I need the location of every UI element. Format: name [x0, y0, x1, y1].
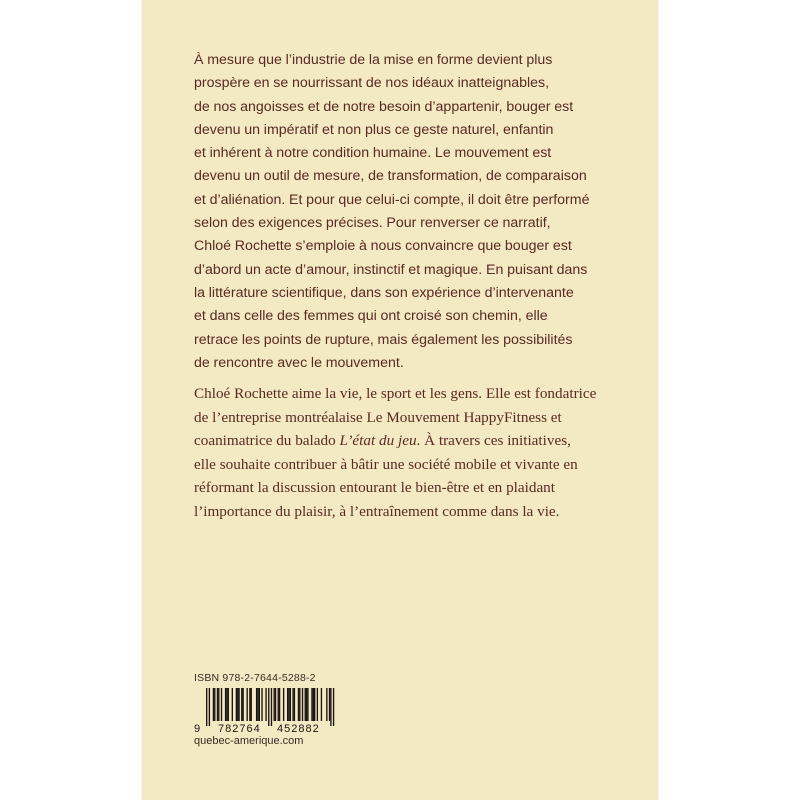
- barcode-bar: [329, 688, 330, 721]
- bio-line: Chloé Rochette aime la vie, le sport et les gens. Elle est fondatrice: [194, 385, 597, 402]
- barcode-bar: [283, 688, 284, 721]
- bio-line: [194, 429, 614, 453]
- barcode-bar: [330, 688, 331, 726]
- barcode-bar: [278, 688, 279, 721]
- blurb-line: À mesure que l’industrie de la mise en forme devient plus: [194, 52, 553, 68]
- barcode-graphic: [194, 688, 344, 734]
- barcode-bar: [311, 688, 312, 721]
- blurb-line: et d’aliénation. Et pour que celui-ci compte, il doit être performé: [194, 191, 590, 208]
- blurb-line: de nos angoisses et de notre besoin d’appartenir, bouger est: [194, 98, 574, 115]
- barcode-bar: [228, 688, 229, 721]
- barcode-bar: [333, 688, 334, 726]
- barcode-bar: [305, 688, 306, 721]
- bio-line: elle souhaite contribuer à bâtir une société mobile et vivante en: [194, 455, 578, 473]
- blurb-line: prospère en se nourrissant de nos idéaux inatteignables,: [194, 75, 550, 92]
- bio-line: réformant la discussion entourant le bien-être et en plaidant: [194, 479, 555, 497]
- back-cover: [142, 0, 658, 800]
- barcode-bar: [256, 688, 257, 721]
- barcode-bar: [261, 688, 262, 721]
- barcode-first-digit: 9: [194, 723, 201, 734]
- barcode-group-right: 452882: [277, 723, 320, 734]
- podcast-title: L’état du jeu: [339, 432, 417, 450]
- blurb-line: devenu un outil de mesure, de transformation, de comparaison: [194, 168, 587, 185]
- barcode-bar: [271, 688, 272, 726]
- barcode-bar: [236, 688, 237, 721]
- barcode-bar: [274, 688, 275, 721]
- bio-line: de l’entreprise montréalaise Le Mouvement HappyFitness et: [194, 408, 562, 426]
- barcode-bar: [306, 688, 307, 721]
- barcode-bar: [307, 688, 308, 721]
- blurb-line: de rencontre avec le mouvement.: [194, 354, 404, 371]
- book-blurb: [194, 49, 614, 375]
- barcode-bar: [302, 688, 303, 721]
- bio-text: coanimatrice du balado: [194, 432, 340, 450]
- blurb-line: la littérature scientifique, dans son expérience d’intervenante: [194, 284, 574, 301]
- barcode-bar: [206, 688, 207, 726]
- barcode-bar: [321, 688, 322, 721]
- blurb-line: et dans celle des femmes qui ont croisé son chemin, elle: [194, 308, 548, 325]
- barcode-bar: [249, 688, 250, 721]
- barcode-bar: [288, 688, 289, 721]
- barcode-bar: [259, 688, 260, 721]
- barcode-bar: [213, 688, 214, 721]
- barcode-bar: [294, 688, 295, 721]
- blurb-line: devenu un impératif et non plus ce geste naturel, enfantin: [194, 121, 554, 138]
- barcode-bar: [313, 688, 314, 721]
- barcode-bar: [247, 688, 248, 721]
- barcode-bar: [299, 688, 300, 721]
- barcode-bar: [290, 688, 291, 721]
- barcode-bar: [238, 688, 239, 721]
- bio-text: . À travers ces initiatives,: [416, 432, 571, 450]
- author-bio: [194, 382, 614, 524]
- barcode-bar: [314, 688, 315, 721]
- barcode-bar: [287, 688, 288, 721]
- barcode-bar: [209, 688, 210, 726]
- barcode-bar: [225, 688, 226, 721]
- barcode-bar: [226, 688, 227, 721]
- barcode-bar: [257, 688, 258, 721]
- barcode-bar: [242, 688, 243, 721]
- barcode-bar: [241, 688, 242, 721]
- barcode-bar: [232, 688, 233, 721]
- barcode-bar: [292, 688, 293, 721]
- barcode-bar: [279, 688, 280, 721]
- blurb-line: d’abord un acte d’amour, instinctif et magique. En puisant dans: [194, 261, 588, 278]
- barcode: [194, 688, 344, 734]
- barcode-bar: [217, 688, 218, 721]
- barcode-bar: [275, 688, 276, 721]
- barcode-bar: [221, 688, 222, 721]
- blurb-line: selon des exigences précises. Pour renverser ce narratif,: [194, 215, 551, 232]
- barcode-group-left: 782764: [218, 723, 261, 734]
- barcode-bar: [265, 688, 266, 721]
- blurb-line: et inhérent à notre condition humaine. Le mouvement est: [194, 145, 552, 162]
- barcode-bar: [326, 688, 327, 721]
- barcode-bar: [237, 688, 238, 721]
- barcode-bar: [268, 688, 269, 726]
- isbn-number: ISBN 978-2-7644-5288-2: [194, 672, 316, 684]
- barcode-bar: [298, 688, 299, 721]
- barcode-bar: [317, 688, 318, 721]
- barcode-bar: [214, 688, 215, 721]
- blurb-line: retrace les points de rupture, mais également les possibilités: [194, 331, 573, 348]
- publisher-website: quebec-amerique.com: [194, 735, 304, 747]
- bio-line: l’importance du plaisir, à l’entraînement comme dans la vie.: [194, 502, 560, 520]
- barcode-bar: [251, 688, 252, 721]
- barcode-bar: [218, 688, 219, 721]
- blurb-line: Chloé Rochette s’emploie à nous convaincre que bouger est: [194, 238, 572, 255]
